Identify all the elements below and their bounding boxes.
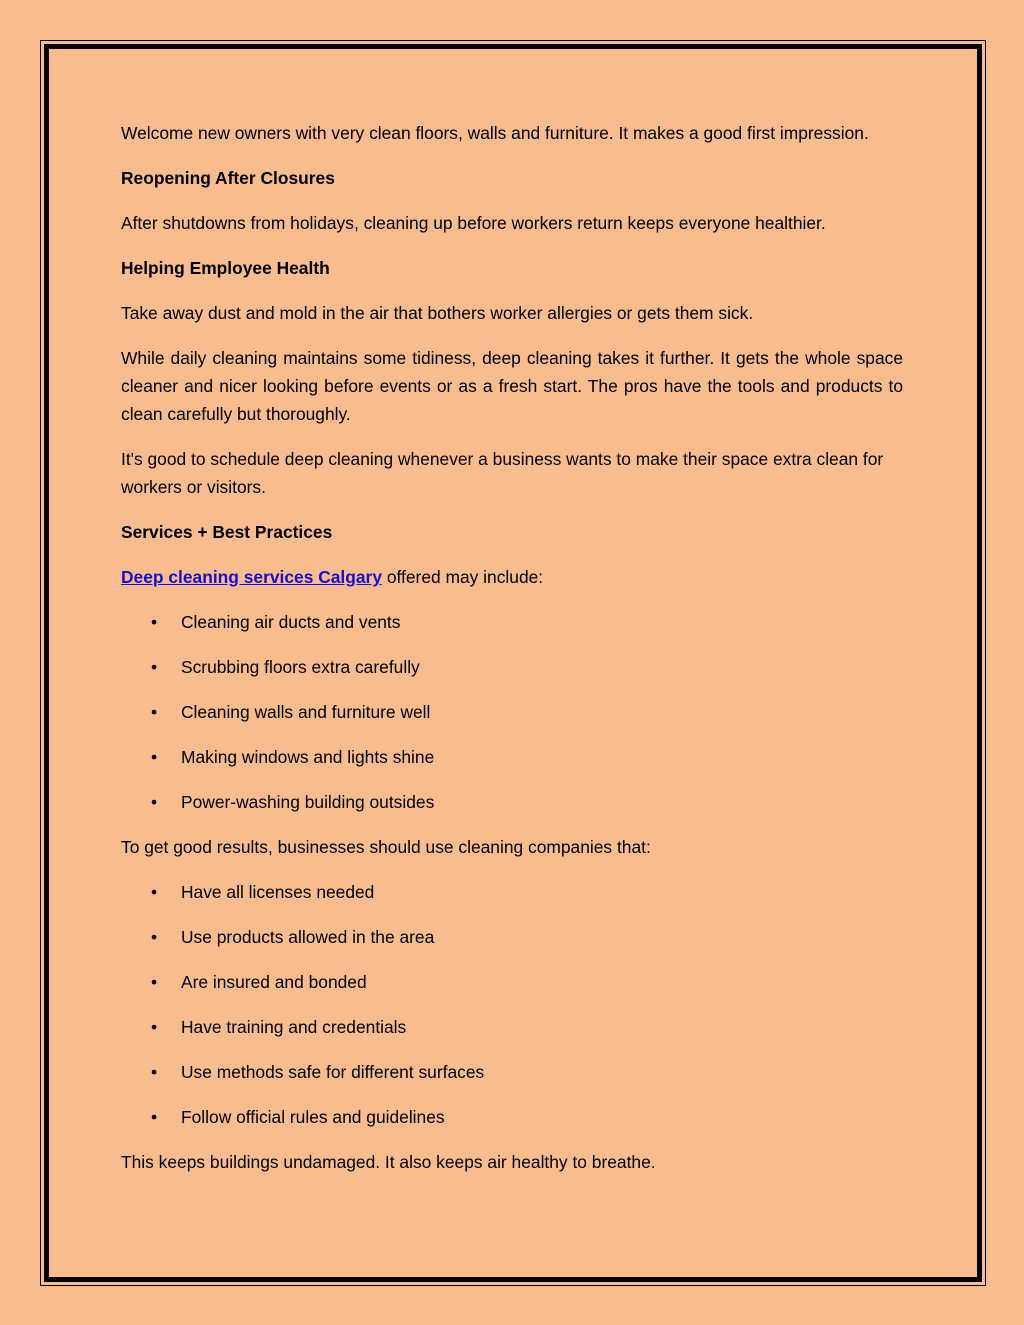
employee-health-paragraph: Take away dust and mold in the air that bothers worker allergies or gets them sick. bbox=[121, 303, 754, 323]
list-item-text: Power-washing building outsides bbox=[181, 792, 435, 812]
bullet-icon: • bbox=[151, 747, 158, 767]
list-item-text: Use products allowed in the area bbox=[181, 927, 435, 947]
bullet-icon: • bbox=[151, 972, 158, 992]
heading-employee-health: Helping Employee Health bbox=[121, 258, 330, 278]
list-item-text: Use methods safe for different surfaces bbox=[181, 1062, 485, 1082]
bullet-icon: • bbox=[151, 657, 158, 677]
heading-reopening: Reopening After Closures bbox=[121, 168, 335, 188]
services-intro-suffix: offered may include: bbox=[382, 567, 544, 587]
list-item-text: Follow official rules and guidelines bbox=[181, 1107, 445, 1127]
list-item bbox=[121, 653, 903, 681]
bullet-icon: • bbox=[151, 1062, 158, 1082]
closing-paragraph: This keeps buildings undamaged. It also keeps air healthy to breathe. bbox=[121, 1152, 656, 1172]
list-item bbox=[121, 968, 903, 996]
list-item bbox=[121, 1058, 903, 1086]
document-body bbox=[121, 119, 903, 1193]
list-item bbox=[121, 1013, 903, 1041]
list-item bbox=[121, 743, 903, 771]
services-intro-paragraph bbox=[121, 563, 903, 591]
list-item-text: Cleaning walls and furniture well bbox=[181, 702, 431, 722]
schedule-paragraph: It's good to schedule deep cleaning whenever a business wants to make their space extra clean for workers or visitors. bbox=[121, 449, 884, 497]
list-item-text: Have all licenses needed bbox=[181, 882, 375, 902]
list-item-text: Cleaning air ducts and vents bbox=[181, 612, 401, 632]
bullet-icon: • bbox=[151, 1107, 158, 1127]
list-item bbox=[121, 788, 903, 816]
bullet-icon: • bbox=[151, 612, 158, 632]
requirements-list bbox=[121, 878, 903, 1131]
bullet-icon: • bbox=[151, 792, 158, 812]
list-item-text: Have training and credentials bbox=[181, 1017, 407, 1037]
bullet-icon: • bbox=[151, 1017, 158, 1037]
list-item bbox=[121, 923, 903, 951]
intro-paragraph: Welcome new owners with very clean floors, walls and furniture. It makes a good first impression. bbox=[121, 123, 869, 143]
services-list bbox=[121, 608, 903, 816]
bullet-icon: • bbox=[151, 927, 158, 947]
list-item bbox=[121, 608, 903, 636]
list-item-text: Scrubbing floors extra carefully bbox=[181, 657, 420, 677]
bullet-icon: • bbox=[151, 882, 158, 902]
reopening-paragraph: After shutdowns from holidays, cleaning up before workers return keeps everyone healthier. bbox=[121, 213, 826, 233]
deep-cleaning-calgary-link[interactable]: Deep cleaning services Calgary bbox=[121, 567, 382, 587]
companies-intro-paragraph: To get good results, businesses should use cleaning companies that: bbox=[121, 837, 651, 857]
list-item bbox=[121, 698, 903, 726]
deep-cleaning-paragraph: While daily cleaning maintains some tidiness, deep cleaning takes it further. It gets the whole space cleaner and nicer looking before events or as a fresh start. The pros have the tools and products to clean carefully but thoroughly. bbox=[121, 348, 903, 424]
heading-services: Services + Best Practices bbox=[121, 522, 333, 542]
bullet-icon: • bbox=[151, 702, 158, 722]
list-item-text: Making windows and lights shine bbox=[181, 747, 435, 767]
list-item bbox=[121, 1103, 903, 1131]
list-item-text: Are insured and bonded bbox=[181, 972, 367, 992]
list-item bbox=[121, 878, 903, 906]
